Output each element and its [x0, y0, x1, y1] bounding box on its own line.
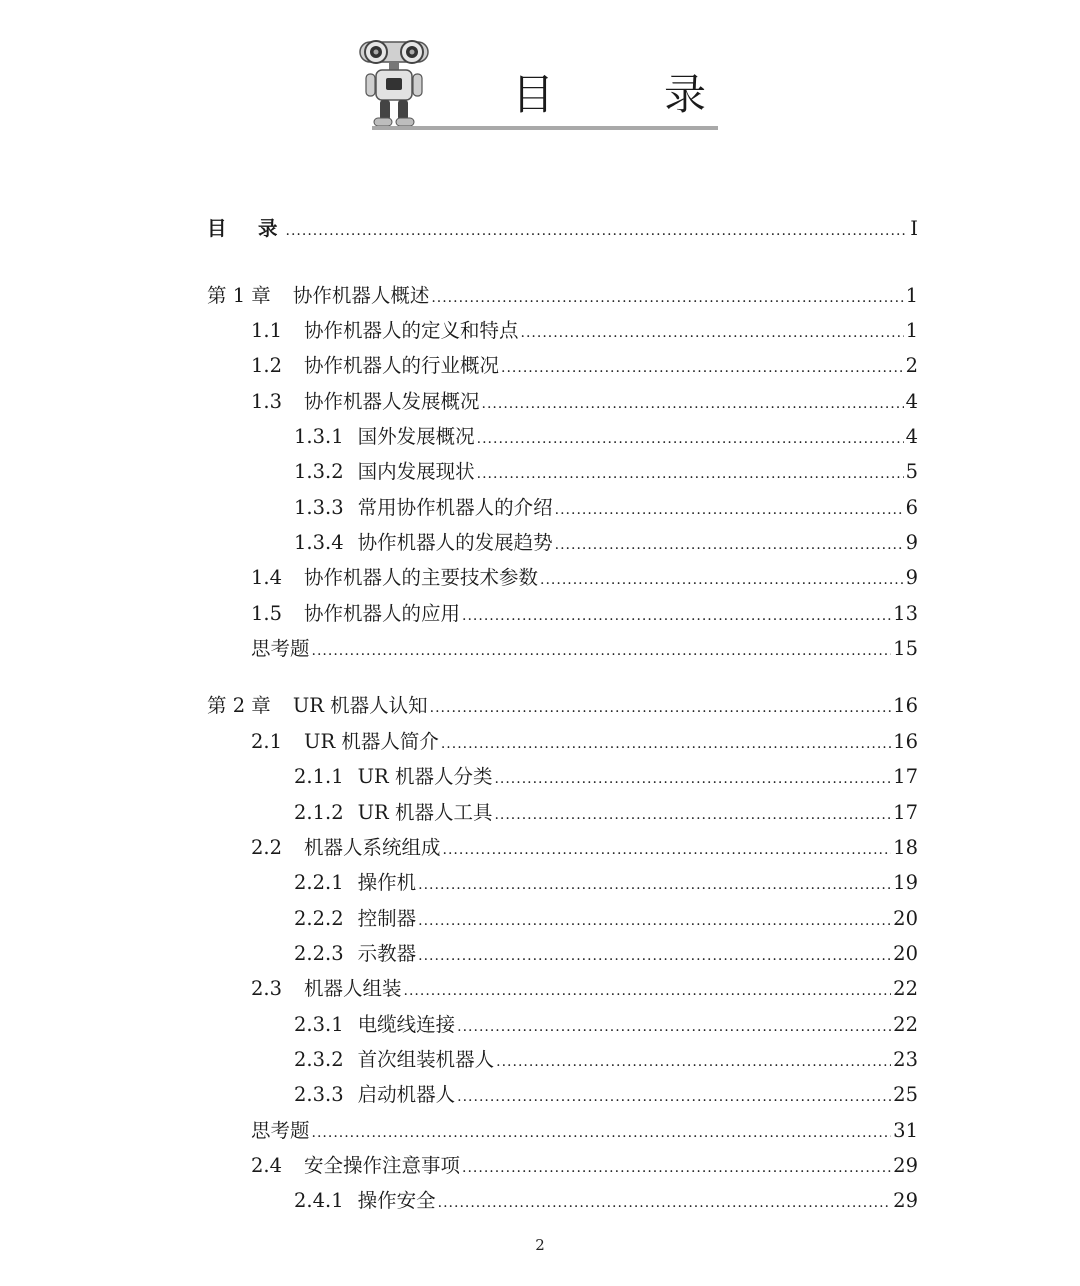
- toc-entry-title: 示教器: [357, 942, 417, 965]
- toc-entry-label: [294, 869, 416, 897]
- dot-leader: [457, 1083, 891, 1111]
- toc-entry[interactable]: [207, 282, 918, 310]
- toc-entry-page: 15: [893, 637, 918, 660]
- dot-leader: [418, 907, 891, 935]
- toc-entry-label: [251, 388, 480, 416]
- toc-entry-page: 16: [893, 694, 918, 717]
- dot-leader: [418, 871, 891, 899]
- toc-entry-number: 1.3.1: [294, 425, 344, 448]
- toc-entry-title: UR 机器人工具: [357, 801, 493, 824]
- dot-leader: [477, 425, 904, 453]
- dot-leader: [494, 801, 891, 829]
- toc-entry-label: [251, 564, 538, 592]
- toc-entry-label: [251, 317, 519, 345]
- toc-entry-number: 2.1.1: [294, 765, 344, 788]
- toc-entry[interactable]: [251, 1152, 918, 1180]
- toc-entry-page: 5: [905, 460, 918, 483]
- toc-entry-title: 启动机器人: [357, 1083, 456, 1106]
- toc-entry-page: 17: [893, 801, 918, 824]
- toc-entry-page: I: [910, 217, 918, 240]
- dot-leader: [555, 531, 904, 559]
- toc-entry-label: [251, 352, 499, 380]
- toc-entry-title: 安全操作注意事项: [304, 1154, 461, 1177]
- toc-entry-label: [251, 1117, 310, 1145]
- toc-entry-page: 31: [893, 1119, 918, 1142]
- toc-entry-number: 2.3.3: [294, 1083, 344, 1106]
- toc-entry-label: [294, 763, 492, 791]
- dot-leader: [494, 765, 891, 793]
- toc-entry[interactable]: [207, 692, 918, 720]
- toc-entry[interactable]: [294, 1081, 918, 1109]
- toc-entry[interactable]: [294, 529, 918, 557]
- toc-entry-page: 23: [893, 1048, 918, 1071]
- dot-leader: [404, 977, 892, 1005]
- toc-entry[interactable]: [294, 423, 918, 451]
- toc-entry-number: 第 2 章: [207, 694, 271, 717]
- dot-leader: [312, 637, 892, 665]
- toc-entry-title: 电缆线连接: [357, 1013, 456, 1036]
- toc-entry[interactable]: [294, 494, 918, 522]
- toc-entry[interactable]: [251, 317, 918, 345]
- toc-entry-title: 协作机器人的主要技术参数: [304, 566, 539, 589]
- toc-entry-number: 1.3.3: [294, 496, 344, 519]
- toc-entry[interactable]: [294, 1187, 918, 1215]
- dot-leader: [457, 1013, 891, 1041]
- dot-leader: [496, 1048, 891, 1076]
- toc-entry-page: 13: [893, 602, 918, 625]
- toc-entry-label: [294, 1046, 494, 1074]
- toc-entry-title: UR 机器人分类: [357, 765, 493, 788]
- toc-entry-page: 29: [893, 1189, 918, 1212]
- toc-entry-number: 2.2: [251, 836, 283, 859]
- dot-leader: [312, 1119, 892, 1147]
- dot-leader: [521, 319, 904, 347]
- toc-entry-page: 22: [893, 1013, 918, 1036]
- toc-entry-title: 操作机: [357, 871, 417, 894]
- toc-entry-page: 29: [893, 1154, 918, 1177]
- toc-entry-label: [294, 905, 416, 933]
- toc-entry-number: 2.2.2: [294, 907, 344, 930]
- toc-entry[interactable]: [251, 975, 918, 1003]
- dot-leader: [286, 217, 909, 245]
- toc-entry-title: 协作机器人的行业概况: [304, 354, 500, 377]
- toc-entry[interactable]: [251, 388, 918, 416]
- toc-entry-title: 目 录: [207, 217, 284, 240]
- toc-entry[interactable]: [251, 728, 918, 756]
- dot-leader: [441, 730, 891, 758]
- toc-entry-page: 19: [893, 871, 918, 894]
- toc-entry-number: 2.1.2: [294, 801, 344, 824]
- toc-entry-number: 2.3.1: [294, 1013, 344, 1036]
- dot-leader: [477, 460, 904, 488]
- toc-entry-title: UR 机器人简介: [304, 730, 439, 753]
- toc-entry-number: 1.1: [251, 319, 283, 342]
- toc-entry-title: 协作机器人发展概况: [304, 390, 480, 413]
- toc-entry-number: 2.2.3: [294, 942, 344, 965]
- toc-entry-number: 2.4: [251, 1154, 283, 1177]
- toc-entry-title: 协作机器人的应用: [304, 602, 461, 625]
- toc-entry-number: 1.5: [251, 602, 283, 625]
- toc-entry[interactable]: [251, 564, 918, 592]
- toc-entry-page: 20: [893, 942, 918, 965]
- toc-entry[interactable]: [294, 799, 918, 827]
- toc-entry[interactable]: [207, 215, 918, 243]
- dot-leader: [540, 566, 904, 594]
- toc-entry-label: [251, 834, 441, 862]
- toc-entry[interactable]: [294, 905, 918, 933]
- dot-leader: [462, 602, 891, 630]
- toc-entry-label: [294, 529, 553, 557]
- page-number: 2: [535, 1236, 545, 1254]
- toc-entry[interactable]: [251, 635, 918, 663]
- toc-entry-page: 4: [905, 390, 918, 413]
- toc-entry-label: [294, 458, 475, 486]
- toc-entry[interactable]: [294, 940, 918, 968]
- dot-leader: [555, 496, 904, 524]
- toc-entry-title: 思考题: [251, 1119, 310, 1142]
- toc-entry-label: [294, 1187, 436, 1215]
- toc-entry[interactable]: [294, 869, 918, 897]
- toc-entry-page: 2: [905, 354, 918, 377]
- toc-entry-page: 4: [905, 425, 918, 448]
- dot-leader: [438, 1189, 892, 1217]
- toc-entry-page: 25: [893, 1083, 918, 1106]
- toc-entry-label: [294, 1081, 455, 1109]
- toc-entry-label: [251, 728, 439, 756]
- toc-entry-label: [294, 1011, 455, 1039]
- toc-entry-number: 2.3.2: [294, 1048, 344, 1071]
- toc-entry-number: 1.2: [251, 354, 283, 377]
- dot-leader: [482, 390, 904, 418]
- toc-entry-number: 2.3: [251, 977, 283, 1000]
- dot-leader: [431, 284, 903, 312]
- toc-entry-label: [207, 692, 428, 720]
- toc-entry-page: 1: [905, 284, 918, 307]
- toc-entry-title: 协作机器人的定义和特点: [304, 319, 519, 342]
- dot-leader: [418, 942, 891, 970]
- toc-entry-label: [251, 600, 460, 628]
- toc-entry[interactable]: [294, 763, 918, 791]
- toc-entry-number: 1.4: [251, 566, 283, 589]
- page-title: 目 录: [512, 70, 741, 119]
- toc-entry-title: 常用协作机器人的介绍: [357, 496, 553, 519]
- toc-entry-page: 18: [893, 836, 918, 859]
- toc-entry-label: [294, 940, 416, 968]
- toc-entry-page: 6: [905, 496, 918, 519]
- toc-entry-title: 协作机器人的发展趋势: [357, 531, 553, 554]
- toc-entry-page: 9: [905, 566, 918, 589]
- toc-entry-number: 2.1: [251, 730, 283, 753]
- toc-entry-title: 首次组装机器人: [357, 1048, 495, 1071]
- toc-entry-title: 机器人组装: [304, 977, 402, 1000]
- toc-entry-page: 20: [893, 907, 918, 930]
- toc-entry-title: UR 机器人认知: [292, 694, 428, 717]
- dot-leader: [443, 836, 892, 864]
- toc-entry-title: 机器人系统组成: [304, 836, 441, 859]
- toc-entry-label: [207, 215, 284, 243]
- dot-leader: [501, 354, 904, 382]
- toc-entry-page: 1: [905, 319, 918, 342]
- toc-entry-label: [294, 799, 492, 827]
- toc-entry-number: 2.4.1: [294, 1189, 344, 1212]
- toc-entry-title: 国内发展现状: [357, 460, 475, 483]
- toc-entry-number: 2.2.1: [294, 871, 344, 894]
- dot-leader: [462, 1154, 891, 1182]
- toc-entry[interactable]: [251, 834, 918, 862]
- toc-entry-title: 国外发展概况: [357, 425, 475, 448]
- toc-entry[interactable]: [294, 1046, 918, 1074]
- toc-entry-label: [294, 423, 475, 451]
- toc-entry-title: 协作机器人概述: [292, 284, 430, 307]
- toc-entry-label: [251, 1152, 460, 1180]
- toc-entry[interactable]: [251, 600, 918, 628]
- toc-entry-page: 9: [905, 531, 918, 554]
- toc-entry-page: 17: [893, 765, 918, 788]
- toc-entry-number: 1.3: [251, 390, 283, 413]
- toc-entry-page: 22: [893, 977, 918, 1000]
- toc-entry-title: 控制器: [357, 907, 417, 930]
- toc-entry[interactable]: [251, 1117, 918, 1145]
- toc-entry[interactable]: [294, 458, 918, 486]
- toc-entry[interactable]: [251, 352, 918, 380]
- toc-entry-title: 操作安全: [357, 1189, 436, 1212]
- toc-entry-title: 思考题: [251, 637, 310, 660]
- toc-entry-page: 16: [893, 730, 918, 753]
- toc-entry-number: 1.3.4: [294, 531, 344, 554]
- toc-entry-label: [294, 494, 553, 522]
- toc-entry-number: 第 1 章: [207, 284, 271, 307]
- toc-entry[interactable]: [294, 1011, 918, 1039]
- dot-leader: [430, 694, 892, 722]
- toc-entry-label: [251, 635, 310, 663]
- toc-entry-label: [251, 975, 402, 1003]
- toc-entry-number: 1.3.2: [294, 460, 344, 483]
- toc-entry-label: [207, 282, 429, 310]
